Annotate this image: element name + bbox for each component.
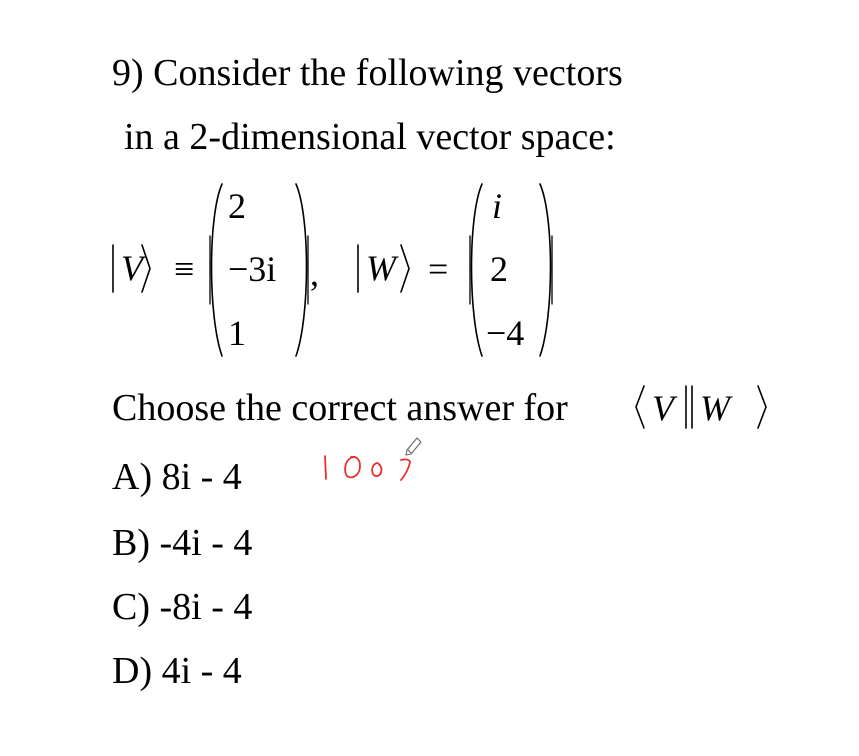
ket-w-prompt-label: W xyxy=(700,388,730,428)
separator-comma: , xyxy=(310,253,319,293)
vector-v-component-2: −3i xyxy=(228,249,277,289)
vector-w-component-3: −4 xyxy=(486,313,525,353)
prompt-text: Choose the correct answer for xyxy=(112,387,568,429)
ket-v-label: V xyxy=(121,248,143,288)
equiv-sign: ≡ xyxy=(174,249,195,289)
vector-v-component-3: 1 xyxy=(228,313,246,353)
vector-w-component-1: i xyxy=(492,186,503,226)
bra-v-label: V xyxy=(652,388,674,428)
answer-d[interactable]: D) 4i - 4 xyxy=(112,650,242,692)
answer-c[interactable]: C) -8i - 4 xyxy=(112,586,253,628)
vector-v-component-1: 2 xyxy=(228,186,246,226)
vector-w-component-2: 2 xyxy=(490,249,508,289)
answer-b[interactable]: B) -4i - 4 xyxy=(112,522,253,564)
question-line-1: 9) Consider the following vectors xyxy=(112,52,623,94)
question-line-2: in a 2-dimensional vector space: xyxy=(124,116,616,158)
equals-sign: = xyxy=(428,249,449,289)
pencil-icon xyxy=(402,433,426,459)
ket-w-label: W xyxy=(366,248,396,288)
answer-a[interactable]: A) 8i - 4 xyxy=(112,456,242,498)
